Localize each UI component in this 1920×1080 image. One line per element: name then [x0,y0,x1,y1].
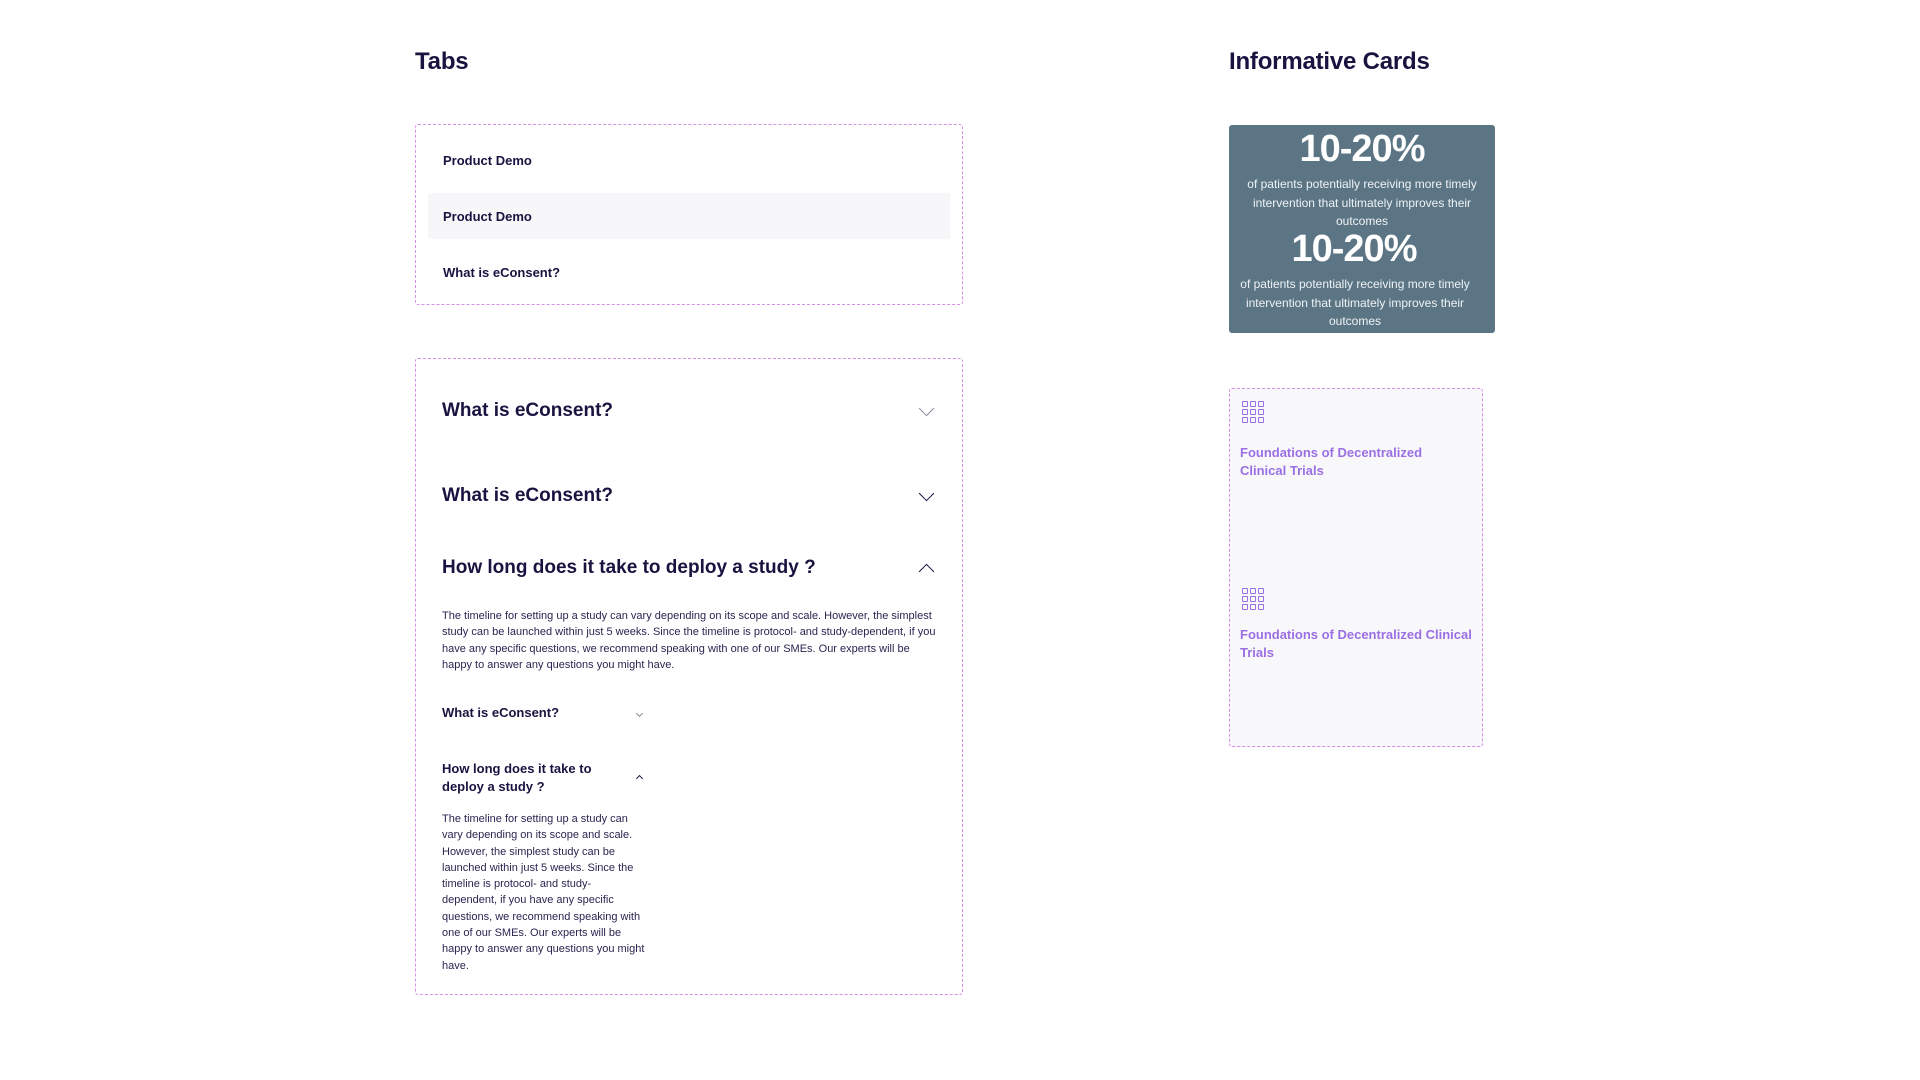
accordion-container [415,358,963,995]
chevron-up-icon [636,774,643,781]
accordion-answer: The timeline for setting up a study can vary depending on its scope and scale. However, the simplest study can be launched within just 5 weeks. Since the timeline is protocol- and study-dependent, if you have any specific questions, we recommend speaking with one of our SMEs. Our experts will be happy to answer any questions you might have. [442,813,645,972]
cards-section-title: Informative Cards [1229,48,1430,75]
feature-title[interactable]: Foundations of Decentralized Clinical Trials [1240,627,1472,660]
feature-title[interactable]: Foundations of Decentralized Clinical Trials [1240,445,1423,478]
tabs-section-title: Tabs [415,48,469,75]
tab-product-demo-2[interactable]: Product Demo [428,193,950,239]
chevron-up-icon [919,563,935,579]
stat-card [1229,125,1495,333]
accordion-question: What is eConsent? [442,485,614,506]
stat-description: of patients potentially receiving more timely intervention that ultimately improves their outcomes [1247,177,1477,228]
accordion-item-2[interactable] [442,482,932,510]
accordion-answer: The timeline for setting up a study can vary depending on its scope and scale. However, the simplest study can be launched within just 5 weeks. Since the timeline is protocol- and study-dependent, if you have any specific questions, we recommend speaking with one of our SMEs. Our experts will be happy to answer any questions you might have. [442,610,936,671]
accordion-question: How long does it take to deploy a study ? [442,557,816,578]
tab-what-is-econsent[interactable]: What is eConsent? [443,264,561,280]
tab-product-demo-1[interactable]: Product Demo [443,152,532,168]
chevron-down-icon [919,485,935,501]
chevron-down-icon [636,709,643,716]
accordion-question: What is eConsent? [442,400,614,421]
accordion-item-3[interactable] [442,554,932,582]
accordion-question: How long does it take to deploy a study ? [442,761,592,794]
accordion-item-1[interactable] [442,397,932,425]
stat-description: of patients potentially receiving more timely intervention that ultimately improves their outcomes [1240,277,1470,328]
stat-value: 10-20% [1299,128,1425,170]
compact-accordion-item-1[interactable] [442,704,642,722]
accordion-question: What is eConsent? [442,705,560,720]
grid-icon [1242,588,1264,610]
feature-card [1229,388,1483,747]
stat-value: 10-20% [1291,228,1417,270]
tabs-container [415,124,963,305]
chevron-down-icon [919,400,935,416]
compact-accordion-item-2[interactable] [442,760,642,796]
grid-icon [1242,401,1264,423]
